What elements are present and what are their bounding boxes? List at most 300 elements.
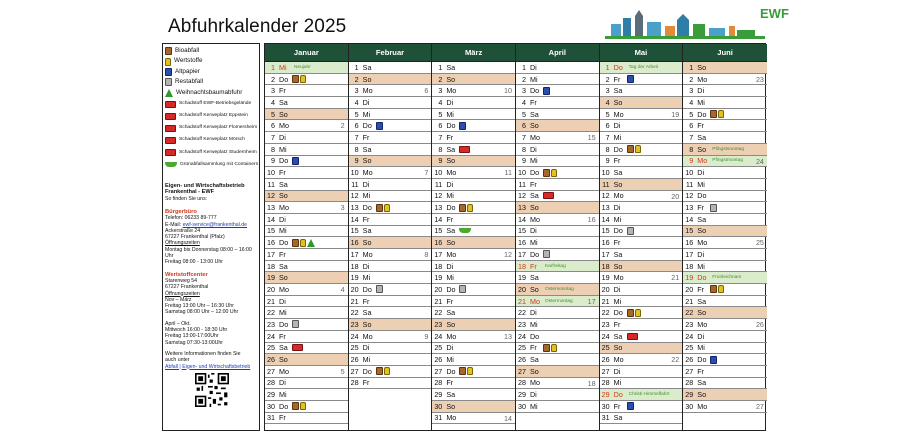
day-row[interactable]: [600, 120, 683, 132]
day-row[interactable]: [683, 389, 767, 401]
day-row[interactable]: [265, 284, 348, 296]
day-row[interactable]: [516, 226, 599, 238]
day-row[interactable]: [516, 272, 599, 284]
day-row[interactable]: [683, 179, 767, 191]
day-row[interactable]: [432, 167, 515, 179]
day-row[interactable]: [600, 191, 683, 203]
day-row[interactable]: [683, 261, 767, 273]
weekday: Sa: [446, 308, 456, 318]
weekday: Di: [529, 308, 537, 318]
day-row[interactable]: [683, 97, 767, 109]
weekday: So: [529, 366, 539, 376]
day-row[interactable]: [432, 261, 515, 273]
day-row[interactable]: [600, 167, 683, 179]
day-row[interactable]: [600, 319, 683, 331]
day-number: 2: [521, 74, 526, 84]
day-row[interactable]: [349, 296, 432, 308]
weekday: Sa: [529, 273, 539, 283]
weekday: Do: [446, 366, 456, 376]
legend-item-label: Bioabfall: [175, 47, 200, 55]
day-number: 10: [434, 168, 443, 178]
week-number: 15: [587, 133, 596, 143]
day-number: 18: [350, 261, 359, 271]
day-row[interactable]: [600, 144, 683, 156]
day-row[interactable]: [600, 62, 683, 74]
day-number: 13: [685, 203, 694, 213]
day-row[interactable]: [432, 179, 515, 191]
christmas-tree-icon: [165, 89, 173, 97]
weekday: Fr: [529, 97, 537, 107]
day-row[interactable]: [432, 109, 515, 121]
email-link[interactable]: ewf-service@frankenthal.de: [182, 221, 247, 228]
day-row[interactable]: [516, 109, 599, 121]
day-row[interactable]: [683, 237, 767, 249]
day-row[interactable]: [349, 378, 432, 390]
day-row[interactable]: [683, 401, 767, 413]
day-row[interactable]: [265, 62, 348, 74]
week-number: 9: [424, 331, 429, 341]
day-number: 23: [434, 319, 443, 329]
day-row[interactable]: [432, 85, 515, 97]
day-number: 14: [267, 214, 275, 224]
bioabfall-bin-icon: [292, 239, 299, 247]
day-row[interactable]: [265, 179, 348, 191]
day-row[interactable]: [265, 156, 348, 168]
day-row[interactable]: [349, 284, 432, 296]
day-row[interactable]: [683, 343, 767, 355]
day-row[interactable]: [600, 132, 683, 144]
day-row[interactable]: [432, 284, 515, 296]
pickup-icons: [292, 320, 299, 328]
day-row[interactable]: [432, 389, 515, 401]
day-row[interactable]: [600, 284, 683, 296]
day-row[interactable]: [516, 354, 599, 366]
day-row[interactable]: [600, 74, 683, 86]
day-row[interactable]: [265, 366, 348, 378]
day-number: 25: [434, 343, 443, 353]
weekday: Sa: [446, 226, 456, 236]
day-row[interactable]: [683, 249, 767, 261]
day-row[interactable]: [600, 226, 683, 238]
day-row[interactable]: [265, 97, 348, 109]
day-number: 3: [271, 86, 275, 96]
day-row[interactable]: [600, 343, 683, 355]
day-number: 16: [267, 238, 275, 248]
day-row[interactable]: [265, 167, 348, 179]
weekday: Sa: [613, 331, 623, 341]
pickup-icons: [710, 204, 717, 212]
day-number: 9: [689, 156, 694, 166]
day-row[interactable]: [516, 132, 599, 144]
day-row[interactable]: [683, 144, 767, 156]
weekday: Fr: [446, 378, 454, 388]
day-row[interactable]: [683, 331, 767, 343]
street-text: Ackerstraße 24: [165, 227, 201, 234]
day-row[interactable]: [349, 62, 432, 74]
day-row[interactable]: [349, 343, 432, 355]
day-row[interactable]: [265, 261, 348, 273]
company-name-2: Frankenthal - EWF: [165, 189, 215, 196]
day-row[interactable]: [683, 272, 767, 284]
wc-summer-1: Mittwoch 16:00 - 18:30 Uhr: [165, 327, 228, 334]
day-row[interactable]: [349, 261, 432, 273]
day-row[interactable]: [600, 272, 683, 284]
day-row[interactable]: [432, 62, 515, 74]
day-row[interactable]: [683, 202, 767, 214]
day-row[interactable]: [516, 179, 599, 191]
day-row[interactable]: [349, 307, 432, 319]
week-number: 21: [671, 273, 680, 283]
weekday: Fr: [613, 238, 621, 248]
day-row[interactable]: [516, 62, 599, 74]
day-row[interactable]: [600, 354, 683, 366]
day-row[interactable]: [516, 401, 599, 413]
day-row[interactable]: [683, 378, 767, 390]
day-row[interactable]: [516, 331, 599, 343]
day-row[interactable]: [600, 261, 683, 273]
day-row[interactable]: [265, 109, 348, 121]
day-row[interactable]: [516, 378, 599, 390]
day-row[interactable]: [349, 97, 432, 109]
day-row[interactable]: [600, 307, 683, 319]
weekday: Fr: [613, 156, 621, 166]
day-row[interactable]: [683, 62, 767, 74]
wertstoffe-bag-icon: [635, 309, 641, 317]
day-number: 27: [685, 366, 694, 376]
day-row[interactable]: [265, 296, 348, 308]
day-number: 11: [434, 179, 443, 189]
day-row[interactable]: [683, 109, 767, 121]
day-row[interactable]: [265, 401, 348, 413]
day-row[interactable]: [349, 167, 432, 179]
day-row[interactable]: [349, 237, 432, 249]
day-row[interactable]: [432, 319, 515, 331]
day-row[interactable]: [432, 296, 515, 308]
day-row[interactable]: [516, 343, 599, 355]
day-row[interactable]: [683, 226, 767, 238]
holiday-name: Pfingstsonntag: [712, 146, 745, 152]
day-number: 19: [517, 273, 526, 283]
day-row[interactable]: [683, 284, 767, 296]
day-row[interactable]: [600, 413, 683, 425]
day-row[interactable]: [516, 191, 599, 203]
day-row[interactable]: [432, 156, 515, 168]
day-row[interactable]: [516, 237, 599, 249]
day-row[interactable]: [683, 74, 767, 86]
day-row[interactable]: [432, 191, 515, 203]
day-row[interactable]: [265, 413, 348, 425]
day-row[interactable]: [432, 401, 515, 413]
day-row[interactable]: [432, 237, 515, 249]
day-row[interactable]: [600, 214, 683, 226]
day-row[interactable]: [265, 272, 348, 284]
legend-item-label: Schadstoff Kerweplatz Eppstein: [179, 113, 248, 119]
day-row[interactable]: [600, 366, 683, 378]
day-number: 4: [271, 97, 275, 107]
day-row[interactable]: [432, 120, 515, 132]
day-number: 14: [434, 214, 443, 224]
day-row[interactable]: [265, 237, 348, 249]
day-row[interactable]: [600, 331, 683, 343]
weekday: So: [697, 308, 707, 318]
bioabfall-bin-icon: [376, 367, 383, 375]
schadstoff-truck-icon: [543, 192, 554, 199]
day-number: 15: [517, 226, 526, 236]
day-row[interactable]: [683, 214, 767, 226]
day-row[interactable]: [683, 296, 767, 308]
day-row[interactable]: [349, 366, 432, 378]
day-row[interactable]: [432, 272, 515, 284]
day-row[interactable]: [432, 307, 515, 319]
day-number: 24: [350, 331, 359, 341]
day-number: 10: [517, 168, 526, 178]
day-row[interactable]: [600, 109, 683, 121]
day-row[interactable]: [432, 132, 515, 144]
weekday: Mo: [613, 273, 624, 283]
weekday: Fr: [279, 249, 286, 259]
day-row[interactable]: [600, 237, 683, 249]
pickup-icons: [710, 110, 724, 118]
weekday: Sa: [697, 296, 707, 306]
day-row[interactable]: [683, 120, 767, 132]
day-row[interactable]: [600, 401, 683, 413]
week-number: 8: [424, 250, 429, 259]
pickup-icons: [627, 145, 641, 153]
day-row[interactable]: [516, 261, 599, 273]
day-row[interactable]: [265, 85, 348, 97]
schadstoff-truck-icon: [627, 333, 638, 340]
day-row[interactable]: [683, 85, 767, 97]
month-header: April: [516, 44, 599, 62]
day-row[interactable]: [600, 378, 683, 390]
day-row[interactable]: [265, 120, 348, 132]
month-column-februar: [349, 44, 433, 430]
bioabfall-bin-icon: [710, 285, 717, 293]
day-row[interactable]: [349, 354, 432, 366]
day-row[interactable]: [432, 226, 515, 238]
weekday: Sa: [446, 144, 456, 154]
day-row[interactable]: [600, 202, 683, 214]
day-number: 26: [350, 355, 359, 365]
day-number: 10: [267, 168, 275, 178]
day-row[interactable]: [516, 202, 599, 214]
day-row[interactable]: [265, 249, 348, 261]
weekday: Di: [529, 390, 537, 400]
day-row[interactable]: [349, 319, 432, 331]
weekday: Mi: [279, 62, 287, 72]
day-row[interactable]: [432, 74, 515, 86]
day-row[interactable]: [432, 214, 515, 226]
day-number: 2: [689, 74, 694, 84]
day-row[interactable]: [349, 202, 432, 214]
day-row[interactable]: [516, 296, 599, 308]
day-number: 4: [438, 97, 443, 107]
wertstoffe-bag-icon: [551, 344, 557, 352]
day-row[interactable]: [432, 413, 515, 425]
day-row[interactable]: [516, 167, 599, 179]
week-number: 23: [755, 74, 764, 84]
day-number: 14: [350, 214, 359, 224]
day-row[interactable]: [432, 331, 515, 343]
day-row[interactable]: [265, 214, 348, 226]
day-row[interactable]: [349, 272, 432, 284]
day-number: 9: [605, 156, 610, 166]
day-row[interactable]: [516, 389, 599, 401]
weekday: Mo: [613, 355, 624, 365]
legend-panel: [162, 43, 260, 431]
day-row[interactable]: [432, 366, 515, 378]
day-row[interactable]: [516, 284, 599, 296]
day-row[interactable]: [432, 97, 515, 109]
day-row[interactable]: [349, 191, 432, 203]
weekday: Do: [362, 284, 372, 294]
weekday: Mi: [697, 97, 705, 107]
day-row[interactable]: [349, 226, 432, 238]
day-number: 7: [354, 132, 359, 142]
day-row[interactable]: [265, 354, 348, 366]
wertstoffe-bag-icon: [718, 110, 724, 118]
day-row[interactable]: [265, 343, 348, 355]
day-row[interactable]: [516, 120, 599, 132]
day-number: 7: [438, 132, 443, 142]
day-row[interactable]: [516, 319, 599, 331]
bioabfall-bin-icon: [292, 402, 299, 410]
day-row[interactable]: [349, 120, 432, 132]
day-row[interactable]: [349, 156, 432, 168]
qr-code-icon[interactable]: [195, 373, 229, 407]
website-link[interactable]: Abfall | Eigen- und Wirtschaftsbetrieb: [165, 363, 251, 370]
day-row[interactable]: [600, 97, 683, 109]
day-row[interactable]: [683, 167, 767, 179]
day-row[interactable]: [432, 202, 515, 214]
day-row[interactable]: [516, 144, 599, 156]
weekday: Do: [529, 249, 540, 259]
restabfall-bin-icon: [710, 204, 717, 212]
day-row[interactable]: [265, 191, 348, 203]
day-row[interactable]: [600, 179, 683, 191]
day-row[interactable]: [432, 378, 515, 390]
day-row[interactable]: [516, 214, 599, 226]
day-row[interactable]: [265, 202, 348, 214]
day-row[interactable]: [600, 85, 683, 97]
day-row[interactable]: [265, 132, 348, 144]
legend-item: [165, 56, 257, 66]
day-row[interactable]: [349, 144, 432, 156]
day-row[interactable]: [516, 85, 599, 97]
day-number: 21: [685, 296, 694, 306]
day-row[interactable]: [683, 132, 767, 144]
day-row[interactable]: [516, 307, 599, 319]
day-row[interactable]: [516, 74, 599, 86]
day-number: 1: [605, 62, 610, 72]
day-row[interactable]: [349, 74, 432, 86]
day-row[interactable]: [349, 179, 432, 191]
legend-item: [165, 98, 257, 110]
weekday: So: [613, 261, 623, 271]
day-number: 27: [434, 366, 443, 376]
day-row[interactable]: [516, 156, 599, 168]
restabfall-bin-icon: [459, 285, 466, 293]
weekday: So: [279, 191, 288, 201]
bioabfall-bin-icon: [292, 75, 299, 83]
holiday-name: Fronleichnam: [712, 275, 742, 281]
day-row[interactable]: [600, 296, 683, 308]
weekday: So: [279, 273, 288, 283]
day-row[interactable]: [265, 226, 348, 238]
day-row[interactable]: [349, 132, 432, 144]
weekday: Mi: [613, 132, 622, 142]
weekday: Do: [529, 86, 540, 96]
day-row[interactable]: [349, 331, 432, 343]
day-row[interactable]: [683, 191, 767, 203]
wc-city: 67227 Frankenthal: [165, 284, 209, 291]
day-row[interactable]: [432, 343, 515, 355]
day-row[interactable]: [432, 249, 515, 261]
day-row[interactable]: [683, 307, 767, 319]
day-row[interactable]: [516, 249, 599, 261]
day-row[interactable]: [600, 389, 683, 401]
wertstoffe-bag-icon: [384, 367, 390, 375]
weekday: Mo: [446, 168, 457, 178]
day-row[interactable]: [265, 307, 348, 319]
day-row[interactable]: [600, 249, 683, 261]
bioabfall-bin-icon: [459, 204, 466, 212]
weekday: Do: [446, 121, 456, 131]
day-number: 26: [434, 355, 443, 365]
day-row[interactable]: [683, 354, 767, 366]
day-row[interactable]: [265, 74, 348, 86]
day-number: 15: [601, 226, 610, 236]
day-number: 14: [517, 214, 526, 224]
weekday: Fr: [613, 401, 621, 411]
legend-item-label: Wertstoffe: [174, 57, 203, 65]
weekday: Sa: [613, 86, 623, 96]
week-number: 11: [504, 168, 512, 178]
day-row[interactable]: [683, 319, 767, 331]
day-row[interactable]: [683, 156, 767, 168]
schadstoff-truck-icon: [165, 125, 176, 132]
day-row[interactable]: [432, 144, 515, 156]
day-row[interactable]: [265, 144, 348, 156]
day-row[interactable]: [265, 319, 348, 331]
day-row[interactable]: [265, 331, 348, 343]
day-number: 31: [267, 413, 275, 423]
day-row[interactable]: [683, 366, 767, 378]
weekday: Fr: [697, 366, 705, 376]
holiday-name: Neujahr: [294, 64, 311, 70]
week-number: 2: [340, 121, 345, 131]
day-row[interactable]: [265, 389, 348, 401]
day-row[interactable]: [349, 109, 432, 121]
day-row[interactable]: [432, 354, 515, 366]
day-number: 19: [267, 273, 275, 283]
weekday: Mo: [697, 238, 708, 248]
pickup-icons: [459, 285, 466, 293]
day-row[interactable]: [516, 366, 599, 378]
day-row[interactable]: [349, 249, 432, 261]
day-number: 20: [350, 284, 359, 294]
day-number: 22: [601, 308, 610, 318]
day-row[interactable]: [349, 214, 432, 226]
weekday: Do: [697, 191, 707, 201]
day-row[interactable]: [265, 378, 348, 390]
weekday: Di: [279, 214, 286, 224]
day-number: 30: [685, 401, 694, 411]
day-row[interactable]: [600, 156, 683, 168]
day-row[interactable]: [516, 97, 599, 109]
legend-item: [165, 46, 257, 56]
day-row[interactable]: [349, 85, 432, 97]
